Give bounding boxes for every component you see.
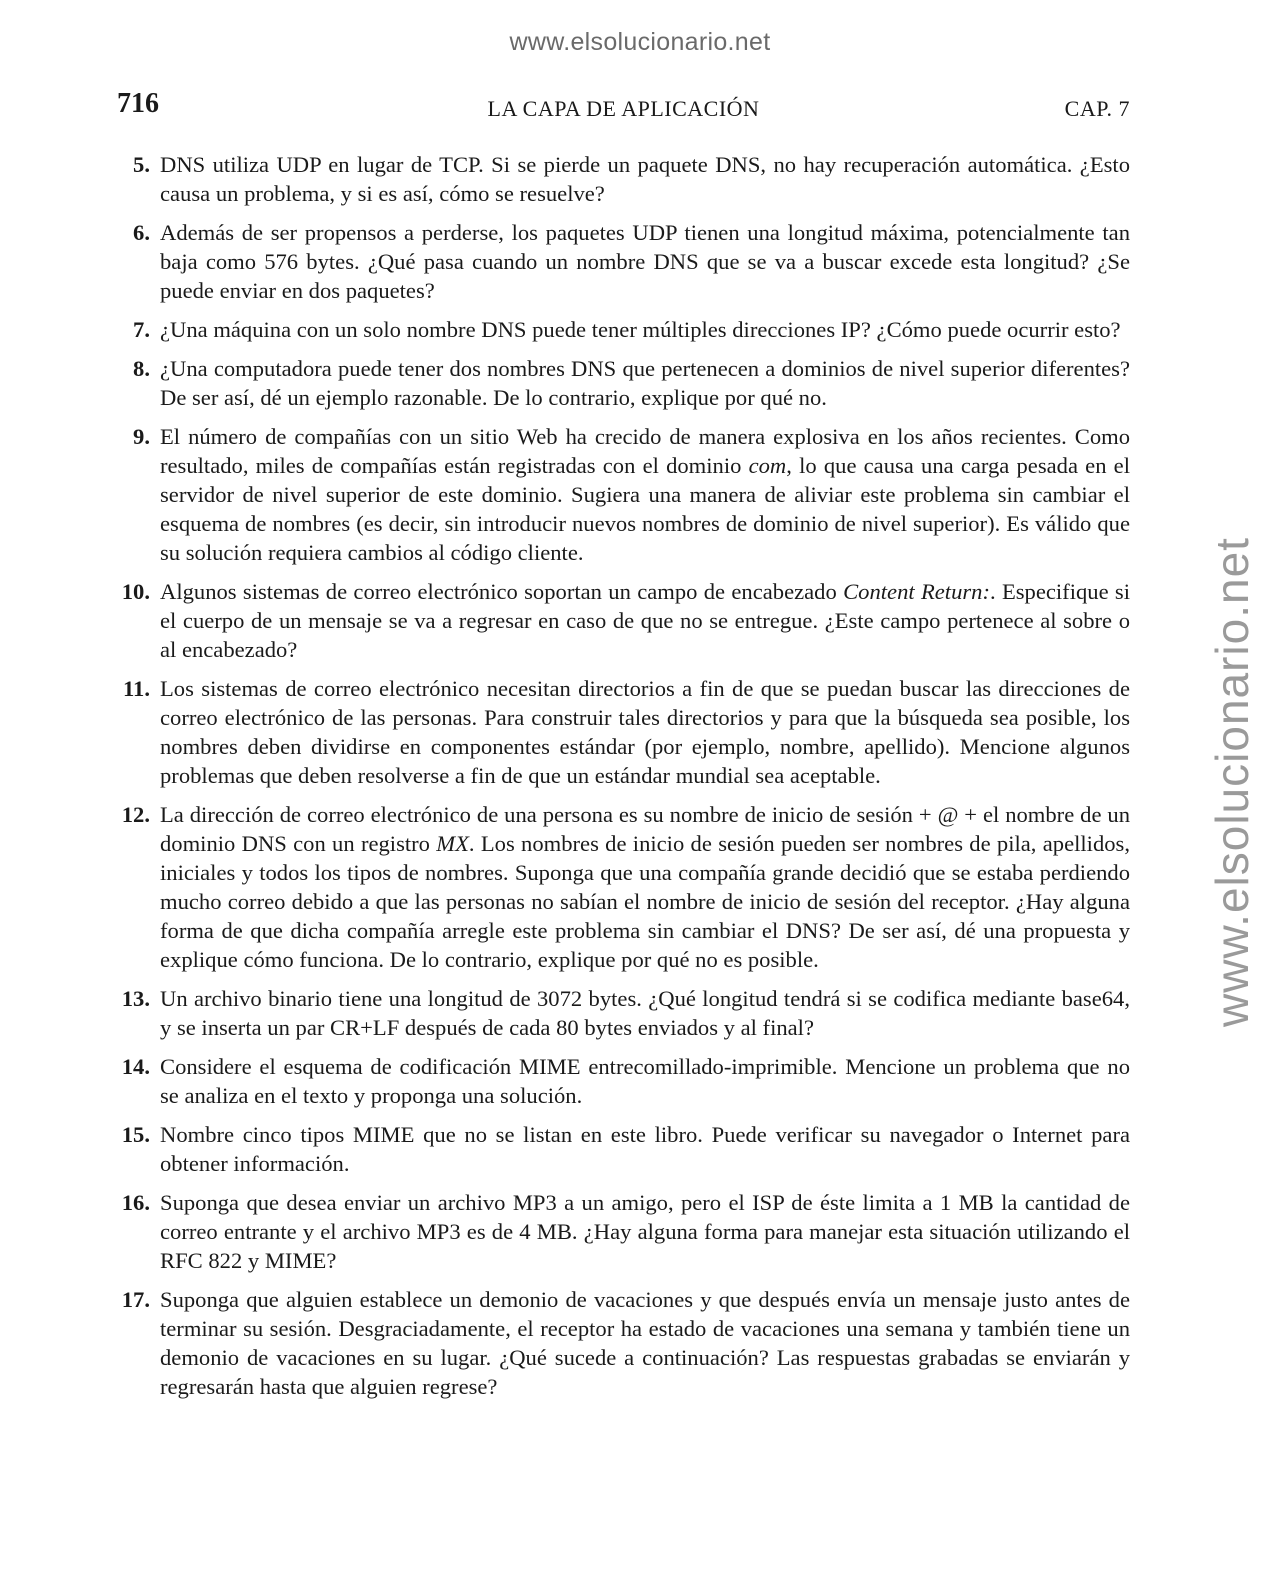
question-text-part: . Especifique si el cuerpo de un mensaje se va a regresar en caso de que no se entregue. ¿Este campo pertenece al sobre o al encabezado?: [160, 579, 1131, 662]
question-item: [117, 1188, 1130, 1275]
question-number: 5.: [133, 152, 150, 177]
question-item: [117, 150, 1130, 208]
emphasis-term: com: [748, 453, 787, 478]
question-item: [117, 422, 1130, 567]
question-text: [160, 424, 1130, 565]
question-text: DNS utiliza UDP en lugar de TCP. Si se pierde un paquete DNS, no hay recuperación automática. ¿Esto causa un problema, y si es así, cómo se resuelve?: [160, 152, 1130, 206]
question-number: 13.: [121, 986, 150, 1011]
question-item: [117, 315, 1130, 344]
question-number: 9.: [133, 424, 150, 449]
page-number: 716: [117, 88, 159, 119]
question-number: 6.: [133, 220, 150, 245]
question-item: [117, 984, 1130, 1042]
question-text-part: , lo que causa una carga pesada en el servidor de nivel superior de este dominio. Sugiera una manera de aliviar este problema sin cambiar el esquema de nombres (es decir, sin introducir nuevos nombres de dominio de nivel superior). Es válido que su solución requiera cambios al código cliente.: [160, 453, 1130, 565]
question-text: [160, 802, 1130, 972]
question-text: Suponga que alguien establece un demonio de vacaciones y que después envía un mensaje justo antes de terminar su sesión. Desgraciadamente, el receptor ha estado de vacaciones una semana y también tiene un demonio de vacaciones en su lugar. ¿Qué sucede a continuación? Las respuestas grabadas se enviarán y regresarán hasta que alguien regrese?: [160, 1287, 1130, 1399]
question-text: ¿Una computadora puede tener dos nombres DNS que pertenecen a dominios de nivel superior diferentes? De ser así, dé un ejemplo razonable. De lo contrario, explique por qué no.: [160, 356, 1130, 410]
question-number: 17.: [121, 1287, 150, 1312]
question-item: [117, 354, 1130, 412]
question-number: 14.: [121, 1054, 150, 1079]
question-number: 12.: [121, 802, 150, 827]
question-number: 15.: [121, 1122, 150, 1147]
question-text-part: La dirección de correo electrónico de una persona es su nombre de inicio de sesión + @ + el nombre de un dominio DNS con un registro: [160, 802, 1130, 856]
question-item: [117, 577, 1130, 664]
question-text: [160, 579, 1130, 662]
question-text-part: . Los nombres de inicio de sesión pueden ser nombres de pila, apellidos, iniciales y todos los tipos de nombres. Suponga que una compañía grande decidió que se estaba perdiendo mucho correo debido a que las personas no sabían el nombre de inicio de sesión del receptor. ¿Hay alguna forma de que dicha compañía arregle este problema sin cambiar el DNS? De ser así, dé una propuesta y explique cómo funciona. De lo contrario, explique por qué no es posible.: [160, 831, 1130, 972]
question-number: 10.: [121, 579, 150, 604]
watermark-top: www.elsolucionario.net: [509, 28, 771, 56]
page-header: [117, 88, 1130, 128]
watermark-side: www.elsolucionario.net: [1206, 537, 1258, 1027]
question-text: Un archivo binario tiene una longitud de 3072 bytes. ¿Qué longitud tendrá si se codifica mediante base64, y se inserta un par CR+LF después de cada 80 bytes enviados y al final?: [160, 986, 1130, 1040]
question-item: [117, 800, 1130, 974]
emphasis-term: MX: [436, 831, 469, 856]
question-number: 7.: [133, 317, 150, 342]
running-title: LA CAPA DE APLICACIÓN: [487, 96, 760, 121]
question-text-part: Algunos sistemas de correo electrónico soportan un campo de encabezado: [160, 579, 844, 604]
question-number: 16.: [121, 1190, 150, 1215]
chapter-label: CAP. 7: [1064, 96, 1130, 121]
question-text: ¿Una máquina con un solo nombre DNS puede tener múltiples direcciones IP? ¿Cómo puede ocurrir esto?: [160, 317, 1121, 342]
question-text: Nombre cinco tipos MIME que no se listan en este libro. Puede verificar su navegador o Internet para obtener información.: [160, 1122, 1130, 1176]
question-item: [117, 674, 1130, 790]
question-list: [117, 150, 1130, 1411]
question-text: Los sistemas de correo electrónico necesitan directorios a fin de que se puedan buscar las direcciones de correo electrónico de las personas. Para construir tales directorios y para que la búsqueda sea posible, los nombres deben dividirse en componentes estándar (por ejemplo, nombre, apellido). Mencione algunos problemas que deben resolverse a fin de que un estándar mundial sea aceptable.: [160, 676, 1130, 788]
question-text: Suponga que desea enviar un archivo MP3 a un amigo, pero el ISP de éste limita a 1 MB la cantidad de correo entrante y el archivo MP3 es de 4 MB. ¿Hay alguna forma para manejar esta situación utilizando el RFC 822 y MIME?: [160, 1190, 1130, 1273]
question-item: [117, 218, 1130, 305]
question-text: Además de ser propensos a perderse, los paquetes UDP tienen una longitud máxima, potencialmente tan baja como 576 bytes. ¿Qué pasa cuando un nombre DNS que se va a buscar excede esta longitud? ¿Se puede enviar en dos paquetes?: [160, 220, 1130, 303]
question-item: [117, 1285, 1130, 1401]
emphasis-term: Content Return:: [843, 579, 990, 604]
question-item: [117, 1120, 1130, 1178]
question-text: Considere el esquema de codificación MIME entrecomillado-imprimible. Mencione un problema que no se analiza en el texto y proponga una solución.: [160, 1054, 1130, 1108]
question-number: 11.: [123, 676, 150, 701]
question-item: [117, 1052, 1130, 1110]
question-text-part: El número de compañías con un sitio Web ha crecido de manera explosiva en los años recientes. Como resultado, miles de compañías están registradas con el dominio: [160, 424, 1130, 478]
question-number: 8.: [133, 356, 150, 381]
